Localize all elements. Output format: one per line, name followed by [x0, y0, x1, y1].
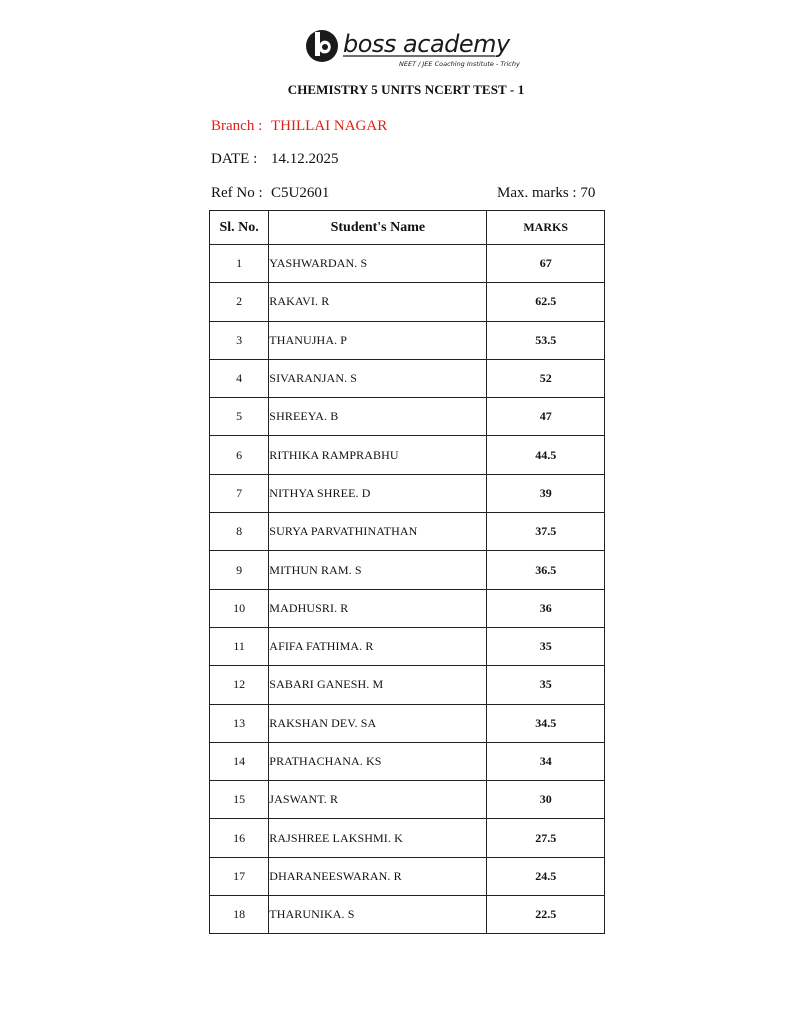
branch-label: Branch :: [211, 118, 263, 134]
marks-cell: 47: [487, 398, 605, 436]
table-row: [210, 704, 605, 742]
marks-cell: 39: [487, 474, 605, 512]
sl-cell: 14: [210, 742, 269, 780]
table-row: [210, 742, 605, 780]
table-row: [210, 896, 605, 934]
ref-value: C5U2601: [271, 185, 330, 201]
column-header-marks: MARKS: [487, 211, 605, 245]
sl-cell: 13: [210, 704, 269, 742]
table-row: [210, 474, 605, 512]
table-row: [210, 436, 605, 474]
table-header-row: [210, 211, 605, 245]
table-row: [210, 321, 605, 359]
logo-mark-icon: [303, 22, 520, 74]
sl-cell: 18: [210, 896, 269, 934]
table-row: [210, 819, 605, 857]
sl-cell: 3: [210, 321, 269, 359]
student-name-cell: RAKAVI. R: [269, 283, 487, 321]
sl-cell: 7: [210, 474, 269, 512]
date-label: DATE :: [211, 151, 258, 167]
sl-cell: 9: [210, 551, 269, 589]
marks-cell: 35: [487, 666, 605, 704]
sl-cell: 17: [210, 857, 269, 895]
student-name-cell: MITHUN RAM. S: [269, 551, 487, 589]
table-row: [210, 359, 605, 397]
table-row: [210, 283, 605, 321]
marks-cell: 34: [487, 742, 605, 780]
sl-cell: 10: [210, 589, 269, 627]
table-row: [210, 627, 605, 665]
marks-cell: 37.5: [487, 513, 605, 551]
marks-cell: 52: [487, 359, 605, 397]
student-name-cell: RAKSHAN DEV. SA: [269, 704, 487, 742]
column-header-sl-no: Sl. No.: [210, 211, 269, 245]
student-name-cell: THARUNIKA. S: [269, 896, 487, 934]
student-name-cell: DHARANEESWARAN. R: [269, 857, 487, 895]
student-name-cell: PRATHACHANA. KS: [269, 742, 487, 780]
table-row: [210, 589, 605, 627]
svg-text:NEET / JEE Coaching Institute: NEET / JEE Coaching Institute - Trichy: [399, 60, 520, 68]
sl-cell: 8: [210, 513, 269, 551]
table-row: [210, 666, 605, 704]
date-value: 14.12.2025: [271, 151, 339, 167]
student-name-cell: RAJSHREE LAKSHMI. K: [269, 819, 487, 857]
boss-academy-logo: [303, 22, 520, 74]
marks-cell: 67: [487, 245, 605, 283]
student-name-cell: SABARI GANESH. M: [269, 666, 487, 704]
max-marks: Max. marks : 70: [497, 185, 596, 201]
sl-cell: 2: [210, 283, 269, 321]
marks-cell: 30: [487, 781, 605, 819]
student-name-cell: SIVARANJAN. S: [269, 359, 487, 397]
marks-cell: 35: [487, 627, 605, 665]
sl-cell: 16: [210, 819, 269, 857]
marks-cell: 34.5: [487, 704, 605, 742]
student-name-cell: RITHIKA RAMPRABHU: [269, 436, 487, 474]
marks-cell: 53.5: [487, 321, 605, 359]
sl-cell: 1: [210, 245, 269, 283]
marks-cell: 36.5: [487, 551, 605, 589]
svg-text:boss academy: boss academy: [343, 30, 510, 58]
sl-cell: 12: [210, 666, 269, 704]
sl-cell: 4: [210, 359, 269, 397]
marks-cell: 62.5: [487, 283, 605, 321]
student-name-cell: SURYA PARVATHINATHAN: [269, 513, 487, 551]
sl-cell: 11: [210, 627, 269, 665]
sl-cell: 6: [210, 436, 269, 474]
marks-cell: 22.5: [487, 896, 605, 934]
marks-cell: 36: [487, 589, 605, 627]
table-row: [210, 398, 605, 436]
branch-value: THILLAI NAGAR: [271, 118, 388, 134]
student-name-cell: JASWANT. R: [269, 781, 487, 819]
table-row: [210, 857, 605, 895]
student-name-cell: SHREEYA. B: [269, 398, 487, 436]
marks-cell: 27.5: [487, 819, 605, 857]
marks-cell: 24.5: [487, 857, 605, 895]
column-header-student-name: Student's Name: [269, 211, 487, 245]
test-title: CHEMISTRY 5 UNITS NCERT TEST - 1: [287, 82, 525, 97]
table-row: [210, 245, 605, 283]
results-table: [209, 210, 605, 934]
ref-label: Ref No :: [211, 185, 263, 201]
table-row: [210, 513, 605, 551]
table-row: [210, 781, 605, 819]
student-name-cell: THANUJHA. P: [269, 321, 487, 359]
sl-cell: 15: [210, 781, 269, 819]
student-name-cell: YASHWARDAN. S: [269, 245, 487, 283]
sl-cell: 5: [210, 398, 269, 436]
table-row: [210, 551, 605, 589]
marks-cell: 44.5: [487, 436, 605, 474]
student-name-cell: MADHUSRI. R: [269, 589, 487, 627]
student-name-cell: NITHYA SHREE. D: [269, 474, 487, 512]
student-name-cell: AFIFA FATHIMA. R: [269, 627, 487, 665]
